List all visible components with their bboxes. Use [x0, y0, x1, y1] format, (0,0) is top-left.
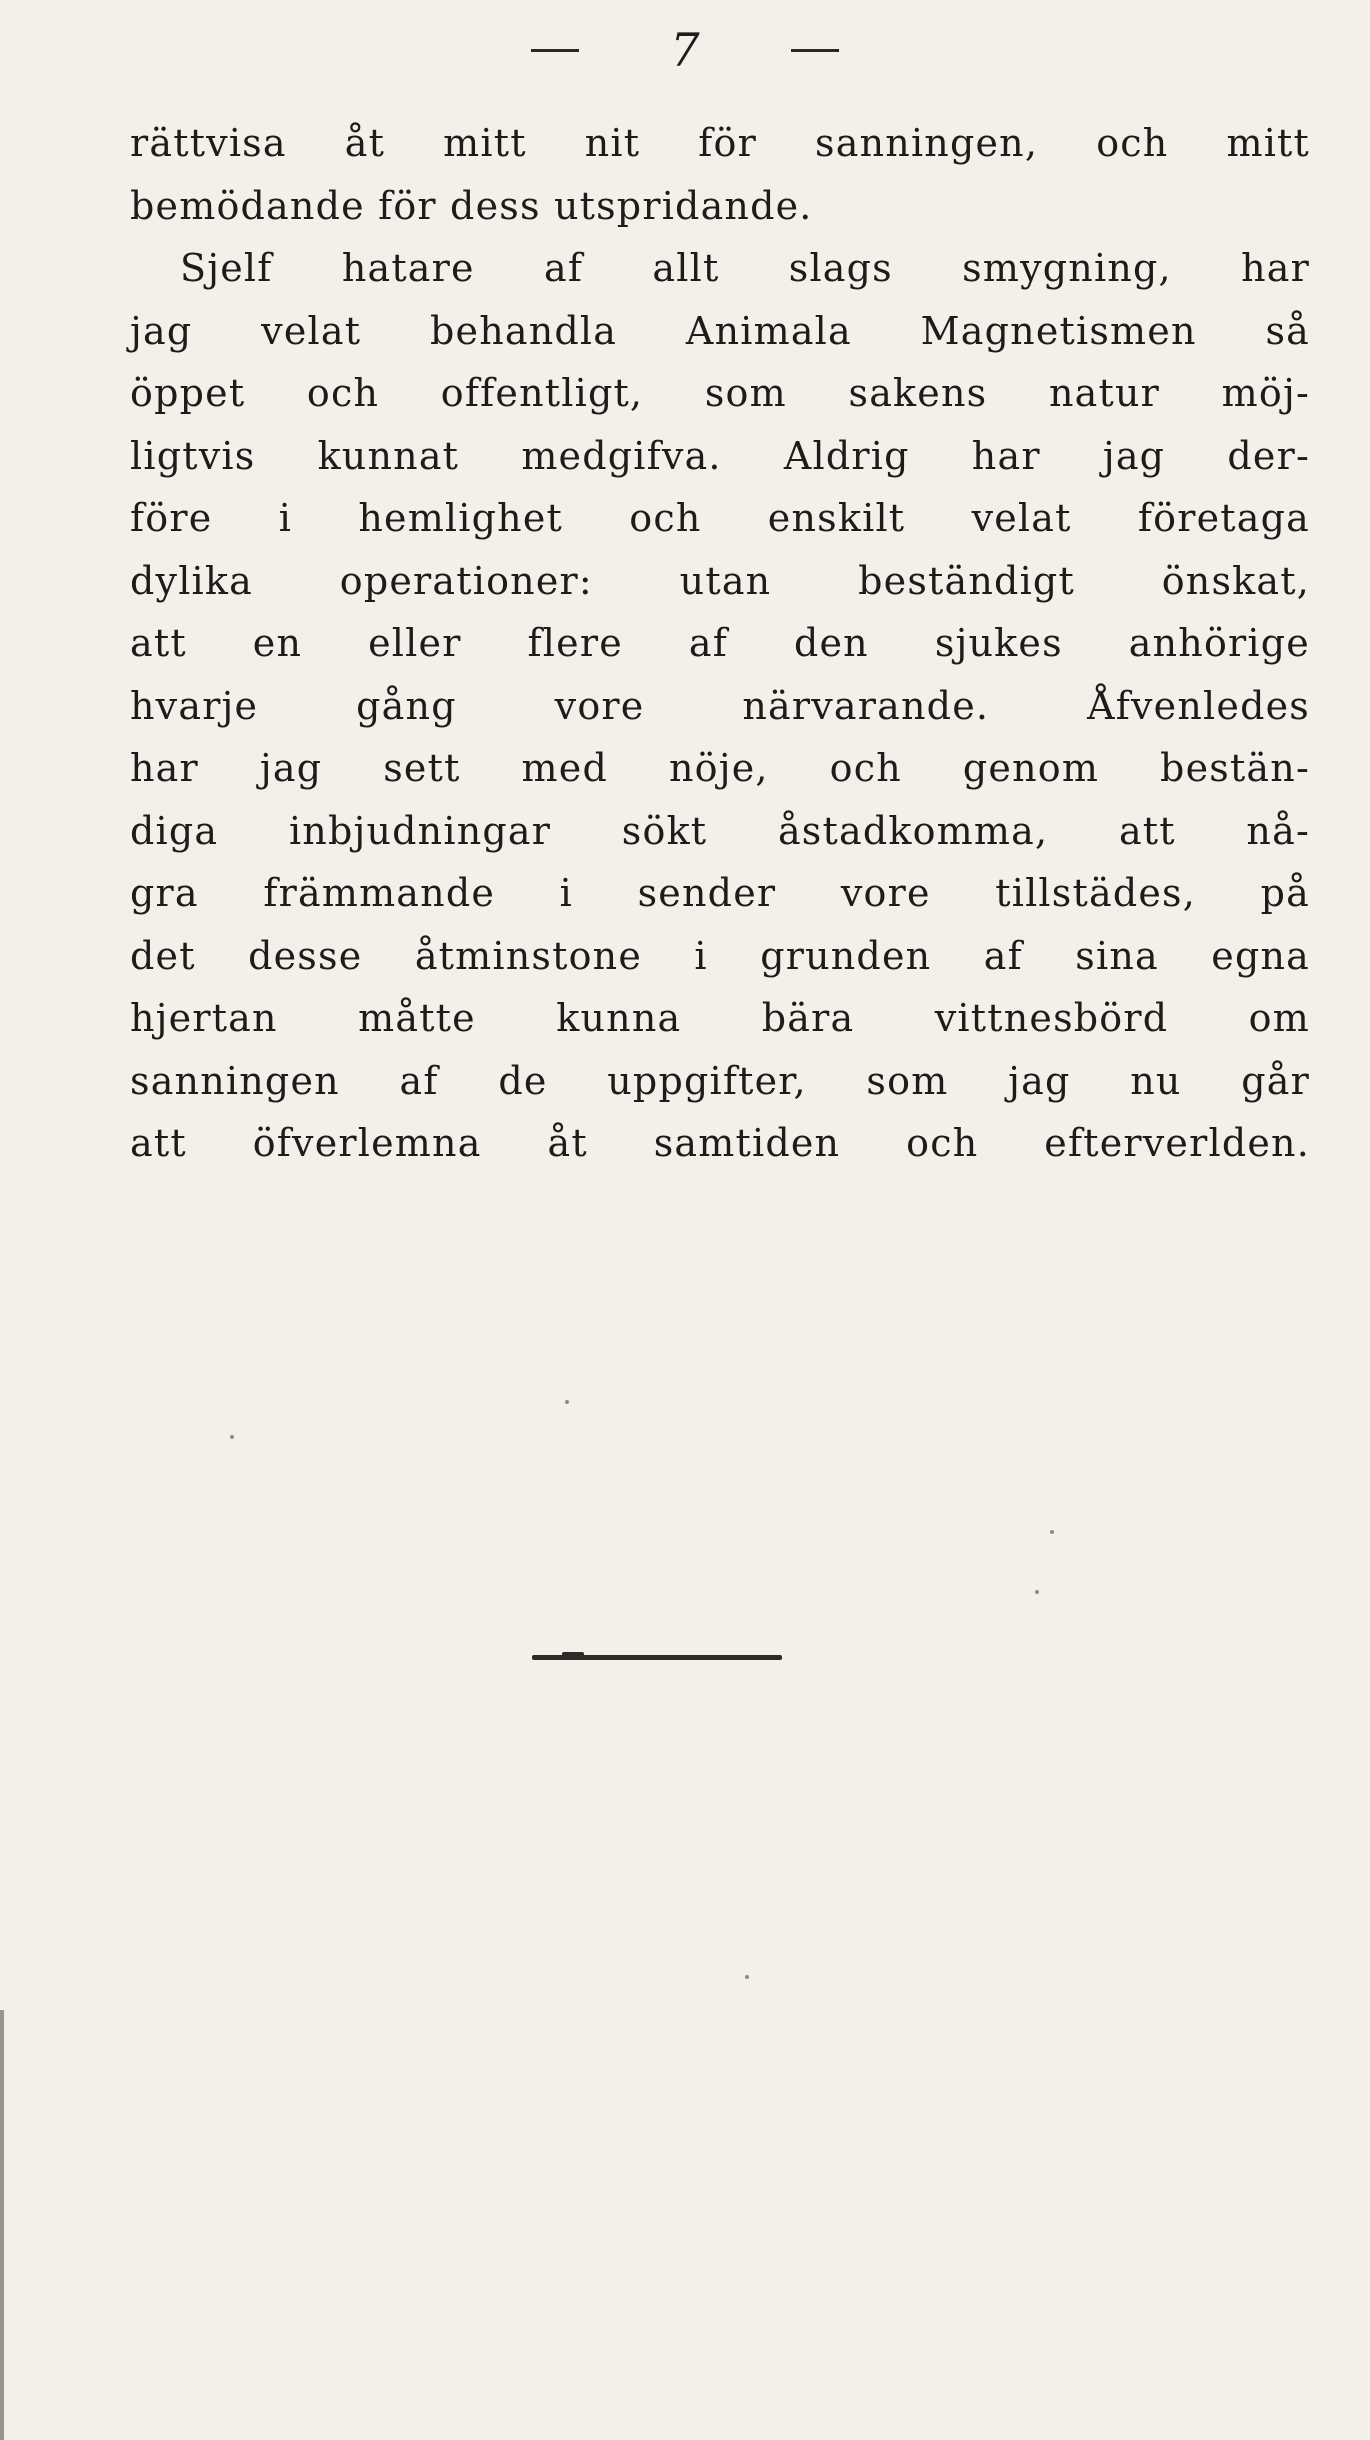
text-line: diga inbjudningar sökt åstadkomma, att nå- — [130, 808, 1310, 853]
text-line: före i hemlighet och enskilt velat företaga — [130, 496, 1310, 540]
page-number: 7 — [670, 23, 700, 77]
header-dash-left — [531, 49, 579, 52]
text-line: öppet och offentligt, som sakens natur möj- — [130, 371, 1310, 415]
text-line: gra främmande i sender vore tillstädes, på — [130, 871, 1310, 915]
text-line: hjertan måtte kunna bära vittnesbörd om — [130, 996, 1310, 1040]
text-line: ligtvis kunnat medgifva. Aldrig har jag der- — [130, 433, 1310, 478]
body-text — [130, 112, 1310, 1175]
page-edge-shadow — [0, 2010, 4, 2440]
paper-speck — [1035, 1590, 1039, 1594]
header-dash-right — [791, 49, 839, 52]
paper-speck — [745, 1975, 749, 1979]
text-line: rättvisa åt mitt nit för sanningen, och mitt — [130, 121, 1310, 165]
text-line: att en eller flere af den sjukes anhörige — [130, 621, 1310, 665]
text-line: dylika operationer: utan beständigt önskat, — [130, 558, 1310, 603]
paper-speck — [565, 1400, 569, 1404]
text-line: det desse åtminstone i grunden af sina egna — [130, 933, 1310, 978]
end-ornament-rule — [532, 1655, 782, 1660]
paper-speck — [1050, 1530, 1054, 1534]
text-line: att öfverlemna åt samtiden och efterverlden. — [130, 1121, 1310, 1165]
text-line: sanningen af de uppgifter, som jag nu går — [130, 1058, 1310, 1103]
text-line: jag velat behandla Animala Magnetismen så — [130, 308, 1310, 353]
text-line: bemödande för dess utspridande. — [130, 183, 813, 228]
page-header — [0, 18, 1370, 82]
text-line: hvarje gång vore närvarande. Åfvenledes — [130, 683, 1310, 728]
paper-speck — [230, 1435, 234, 1439]
text-line: Sjelf hatare af allt slags smygning, har — [180, 246, 1310, 290]
text-line: har jag sett med nöje, och genom bestän- — [130, 746, 1310, 790]
